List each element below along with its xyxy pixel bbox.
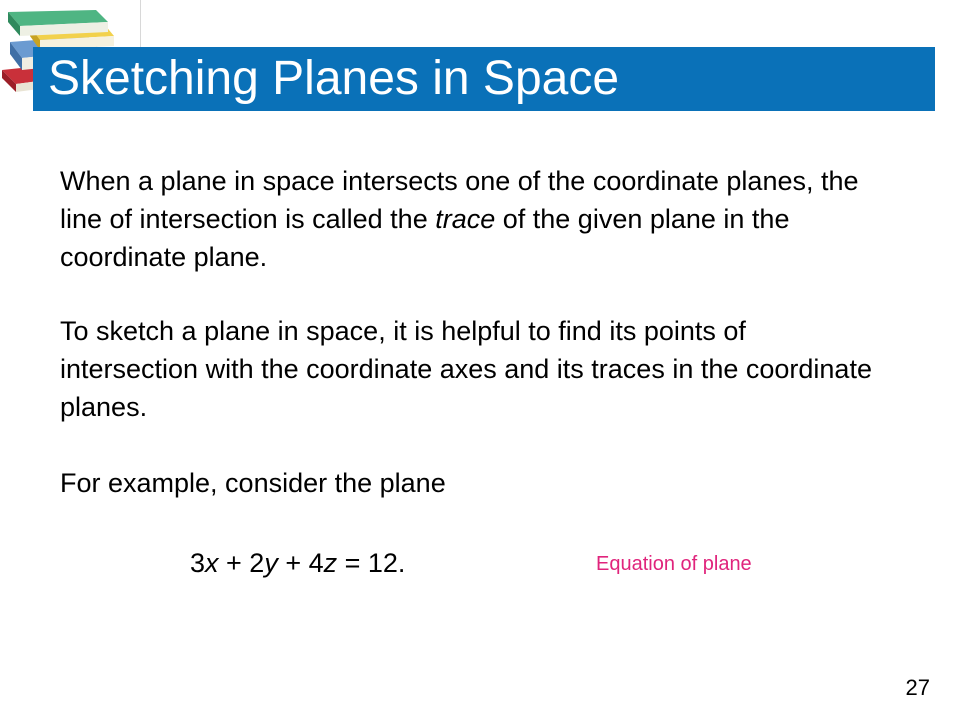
equation-term-3: + 4 <box>277 548 324 578</box>
equation-var-x: x <box>205 548 219 578</box>
equation-label: Equation of plane <box>596 553 752 575</box>
page-number: 27 <box>905 675 930 700</box>
equation-var-z: z <box>323 548 338 578</box>
equation-coef-1: 3 <box>190 548 206 578</box>
equation-var-y: y <box>264 548 278 578</box>
plane-equation <box>190 544 405 582</box>
trace-term: trace <box>435 204 496 234</box>
paragraph-sketch-method: To sketch a plane in space, it is helpful to find its points of intersection with the coordinate axes and its traces in the coordinate planes. <box>60 316 872 422</box>
slide-title: Sketching Planes in Space <box>48 52 620 105</box>
paragraph-1-text-a: When a plane in space intersects one of the coordinate planes, the line of intersection is called the <box>60 166 859 234</box>
equation-term-2: + 2 <box>218 548 265 578</box>
paragraph-trace-definition <box>60 162 880 276</box>
header-divider <box>140 0 141 48</box>
paragraph-example-intro: For example, consider the plane <box>60 468 446 498</box>
paragraph-1-text-b: of the given plane in the coordinate plane. <box>60 204 790 272</box>
equation-rhs: = 12. <box>337 548 406 578</box>
